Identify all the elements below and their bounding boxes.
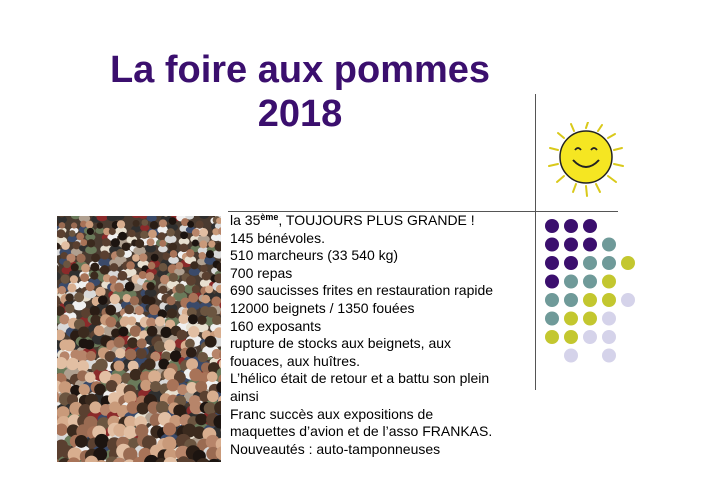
bullet-line [230, 212, 530, 230]
dot [564, 256, 578, 270]
bullet-line [230, 265, 530, 283]
dot [564, 219, 578, 233]
bullet-line [230, 335, 530, 353]
bullet-text: rupture de stocks aux beignets, aux [230, 335, 452, 352]
dot [545, 256, 559, 270]
bullet-text: 690 saucisses frites en restauration rapide [230, 282, 494, 299]
dot [621, 293, 635, 307]
dot [545, 275, 559, 289]
slide-title-line1: La foire aux pommes [109, 49, 491, 91]
bullet-text: Nouveautés : auto-tamponneuses [230, 440, 441, 457]
dot [564, 293, 578, 307]
dot [583, 219, 597, 233]
bullet-text: 12000 beignets / 1350 fouées [230, 299, 415, 316]
vertical-divider [535, 94, 536, 390]
bullet-line [230, 370, 530, 388]
dot [583, 312, 597, 326]
dot [583, 330, 597, 344]
dot [583, 275, 597, 289]
dot [545, 219, 559, 233]
dot [564, 330, 578, 344]
dot [602, 330, 616, 344]
bullet-line [230, 406, 530, 424]
bullet-text: la 35 [230, 212, 261, 228]
dot [602, 349, 616, 363]
dot [621, 256, 635, 270]
dot [602, 238, 616, 252]
dot [545, 293, 559, 307]
dot [564, 275, 578, 289]
bullet-text: 700 repas [230, 264, 293, 281]
dot [545, 238, 559, 252]
bullet-text-end: , TOUJOURS PLUS GRANDE ! [278, 212, 475, 228]
dot [545, 312, 559, 326]
bullet-text: fouaces, aux huîtres. [230, 352, 360, 369]
decorative-dot-grid [540, 216, 640, 366]
dot [583, 256, 597, 270]
bullet-superscript: ème [260, 212, 279, 222]
bullet-line [230, 247, 530, 265]
dot [564, 312, 578, 326]
dot [583, 238, 597, 252]
dot [564, 349, 578, 363]
dot [545, 330, 559, 344]
bullet-text: L’hélico était de retour et a battu son plein [230, 370, 490, 387]
bullet-text: ainsi [230, 387, 259, 404]
bullet-text: 145 bénévoles. [230, 229, 325, 246]
dot [583, 293, 597, 307]
slide-title-line2: 2018 [257, 93, 343, 135]
dot [564, 238, 578, 252]
bullet-line [230, 441, 530, 459]
bullet-text: 510 marcheurs (33 540 kg) [230, 247, 399, 264]
dot [602, 312, 616, 326]
slide-title [60, 48, 540, 136]
bullet-line [230, 353, 530, 371]
bullet-line [230, 388, 530, 406]
dot [602, 256, 616, 270]
smiling-sun-icon [540, 122, 632, 202]
dot [602, 293, 616, 307]
bullet-line [230, 282, 530, 300]
bullet-line [230, 423, 530, 441]
bullet-list [230, 212, 530, 458]
bullet-text: maquettes d’avion et de l’asso FRANKAS. [230, 423, 493, 440]
dot [602, 275, 616, 289]
bullet-text: 160 exposants [230, 317, 322, 334]
crowd-photo [57, 216, 221, 462]
bullet-text: Franc succès aux expositions de [230, 405, 434, 422]
bullet-line [230, 318, 530, 336]
bullet-line [230, 230, 530, 248]
bullet-line [230, 300, 530, 318]
